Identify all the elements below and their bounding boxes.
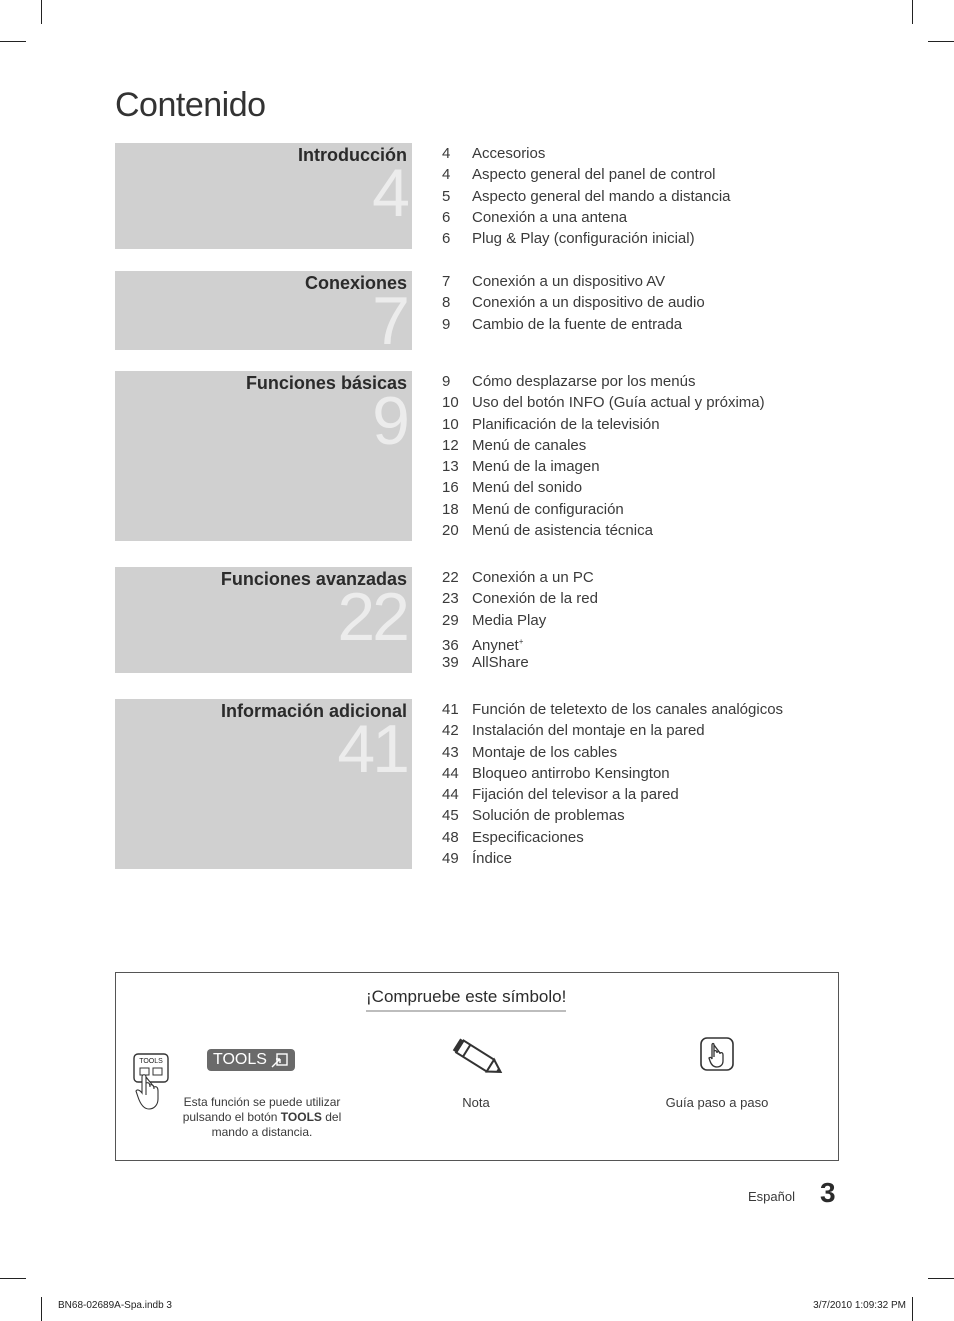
toc-item[interactable]: 44 Fijación del televisor a la pared [442, 786, 679, 804]
superscript-plus: + [518, 636, 524, 646]
toc-item[interactable]: 22 Conexión a un PC [442, 569, 594, 586]
section-number: 22 [337, 579, 407, 655]
section-introduccion [115, 143, 953, 249]
section-funciones-basicas [115, 371, 953, 541]
crop-mark [928, 41, 954, 42]
section-box [115, 271, 412, 359]
section-number: 7 [372, 283, 407, 359]
section-informacion-adicional [115, 699, 953, 869]
section-funciones-avanzadas [115, 567, 953, 673]
toc-item[interactable]: 6 Plug & Play (configuración inicial) [442, 230, 695, 248]
section-number: 41 [337, 711, 407, 787]
toc-item[interactable]: 12 Menú de canales [442, 436, 587, 454]
section-title[interactable]: Introducción [298, 145, 407, 165]
page-number: 3 [820, 1177, 836, 1208]
section-conexiones [115, 271, 953, 359]
section-items [442, 143, 862, 249]
section-box [115, 699, 412, 869]
toc-item[interactable]: 20 Menú de asistencia técnica [442, 522, 653, 540]
toc-item[interactable]: 23 Conexión de la red [442, 590, 598, 608]
toc-item[interactable]: 48 Especificaciones [442, 828, 584, 846]
page-title: Contenido [115, 86, 266, 124]
section-title[interactable]: Información adicional [220, 701, 407, 721]
pencil-note-icon [450, 1037, 506, 1081]
remote-hand-icon [132, 1053, 172, 1111]
print-date-info: 3/7/2010 1:09:32 PM [813, 1300, 906, 1311]
print-file-info: BN68-02689A-Spa.indb 3 [58, 1300, 172, 1311]
tools-icon [207, 1049, 295, 1071]
toc-item[interactable]: 49 Índice [442, 850, 513, 868]
toc-item[interactable]: 42 Instalación del montaje en la pared [442, 722, 705, 740]
tools-button-label: TOOLS [213, 1051, 267, 1068]
toc-item[interactable]: 9 Cómo desplazarse por los menús [442, 373, 696, 390]
crop-mark [41, 0, 42, 24]
toc-item[interactable]: 9 Cambio de la fuente de entrada [442, 315, 683, 333]
section-items [442, 567, 862, 673]
crop-mark [0, 41, 26, 42]
toc-item[interactable]: 43 Montaje de los cables [442, 743, 618, 761]
symbols-box [115, 972, 839, 1161]
toc-item[interactable]: 45 Solución de problemas [442, 807, 625, 825]
toc-item[interactable]: 5 Aspecto general del mando a distancia [442, 187, 731, 205]
symbols-heading: ¡Compruebe este símbolo! [366, 987, 566, 1012]
toc-item[interactable]: 4 Accesorios [442, 145, 546, 162]
note-caption: Nota [462, 1095, 490, 1110]
footer-language: Español [748, 1189, 795, 1204]
toc-item[interactable]: 4 Aspecto general del panel de control [442, 166, 716, 184]
section-title[interactable]: Conexiones [304, 273, 407, 293]
toc-item[interactable]: 39 AllShare [442, 654, 529, 672]
section-items [442, 271, 862, 335]
tools-caption: Esta función se puede utilizar pulsando el botón TOOLS del mando a distancia. [182, 1095, 342, 1139]
toc-item[interactable]: 44 Bloqueo antirrobo Kensington [442, 764, 670, 782]
toc-item[interactable]: 10 Planificación de la televisión [442, 415, 660, 433]
toc-item[interactable]: 8 Conexión a un dispositivo de audio [442, 294, 705, 312]
toc-item[interactable]: 6 Conexión a una antena [442, 208, 628, 226]
toc-item[interactable]: 16 Menú del sonido [442, 479, 583, 497]
section-items [442, 699, 862, 869]
section-items [442, 371, 862, 541]
toc-item[interactable]: 7 Conexión a un dispositivo AV [442, 273, 666, 290]
crop-mark [928, 1278, 954, 1279]
toc-item[interactable]: 29 Media Play [442, 611, 547, 629]
section-box [115, 143, 412, 249]
section-title[interactable]: Funciones avanzadas [220, 569, 407, 589]
section-title[interactable]: Funciones básicas [245, 373, 407, 393]
hand-pointer-icon [700, 1037, 734, 1071]
section-number: 4 [372, 155, 407, 231]
crop-mark [912, 1297, 913, 1321]
toc-item[interactable]: 36 Anynet+ [442, 636, 524, 654]
section-number: 9 [372, 383, 407, 459]
crop-mark [41, 1297, 42, 1321]
toc-item[interactable]: 41 Función de teletexto de los canales analógicos [442, 701, 784, 718]
svg-text:TOOLS: TOOLS [139, 1058, 163, 1065]
toc-item[interactable]: 18 Menú de configuración [442, 500, 624, 518]
section-box [115, 567, 412, 673]
guide-caption: Guía paso a paso [665, 1095, 769, 1110]
section-box [115, 371, 412, 541]
crop-mark [912, 0, 913, 24]
toc-item[interactable]: 10 Uso del botón INFO (Guía actual y próxima) [442, 394, 765, 412]
crop-mark [0, 1278, 26, 1279]
toc-item[interactable]: 13 Menú de la imagen [442, 458, 600, 476]
